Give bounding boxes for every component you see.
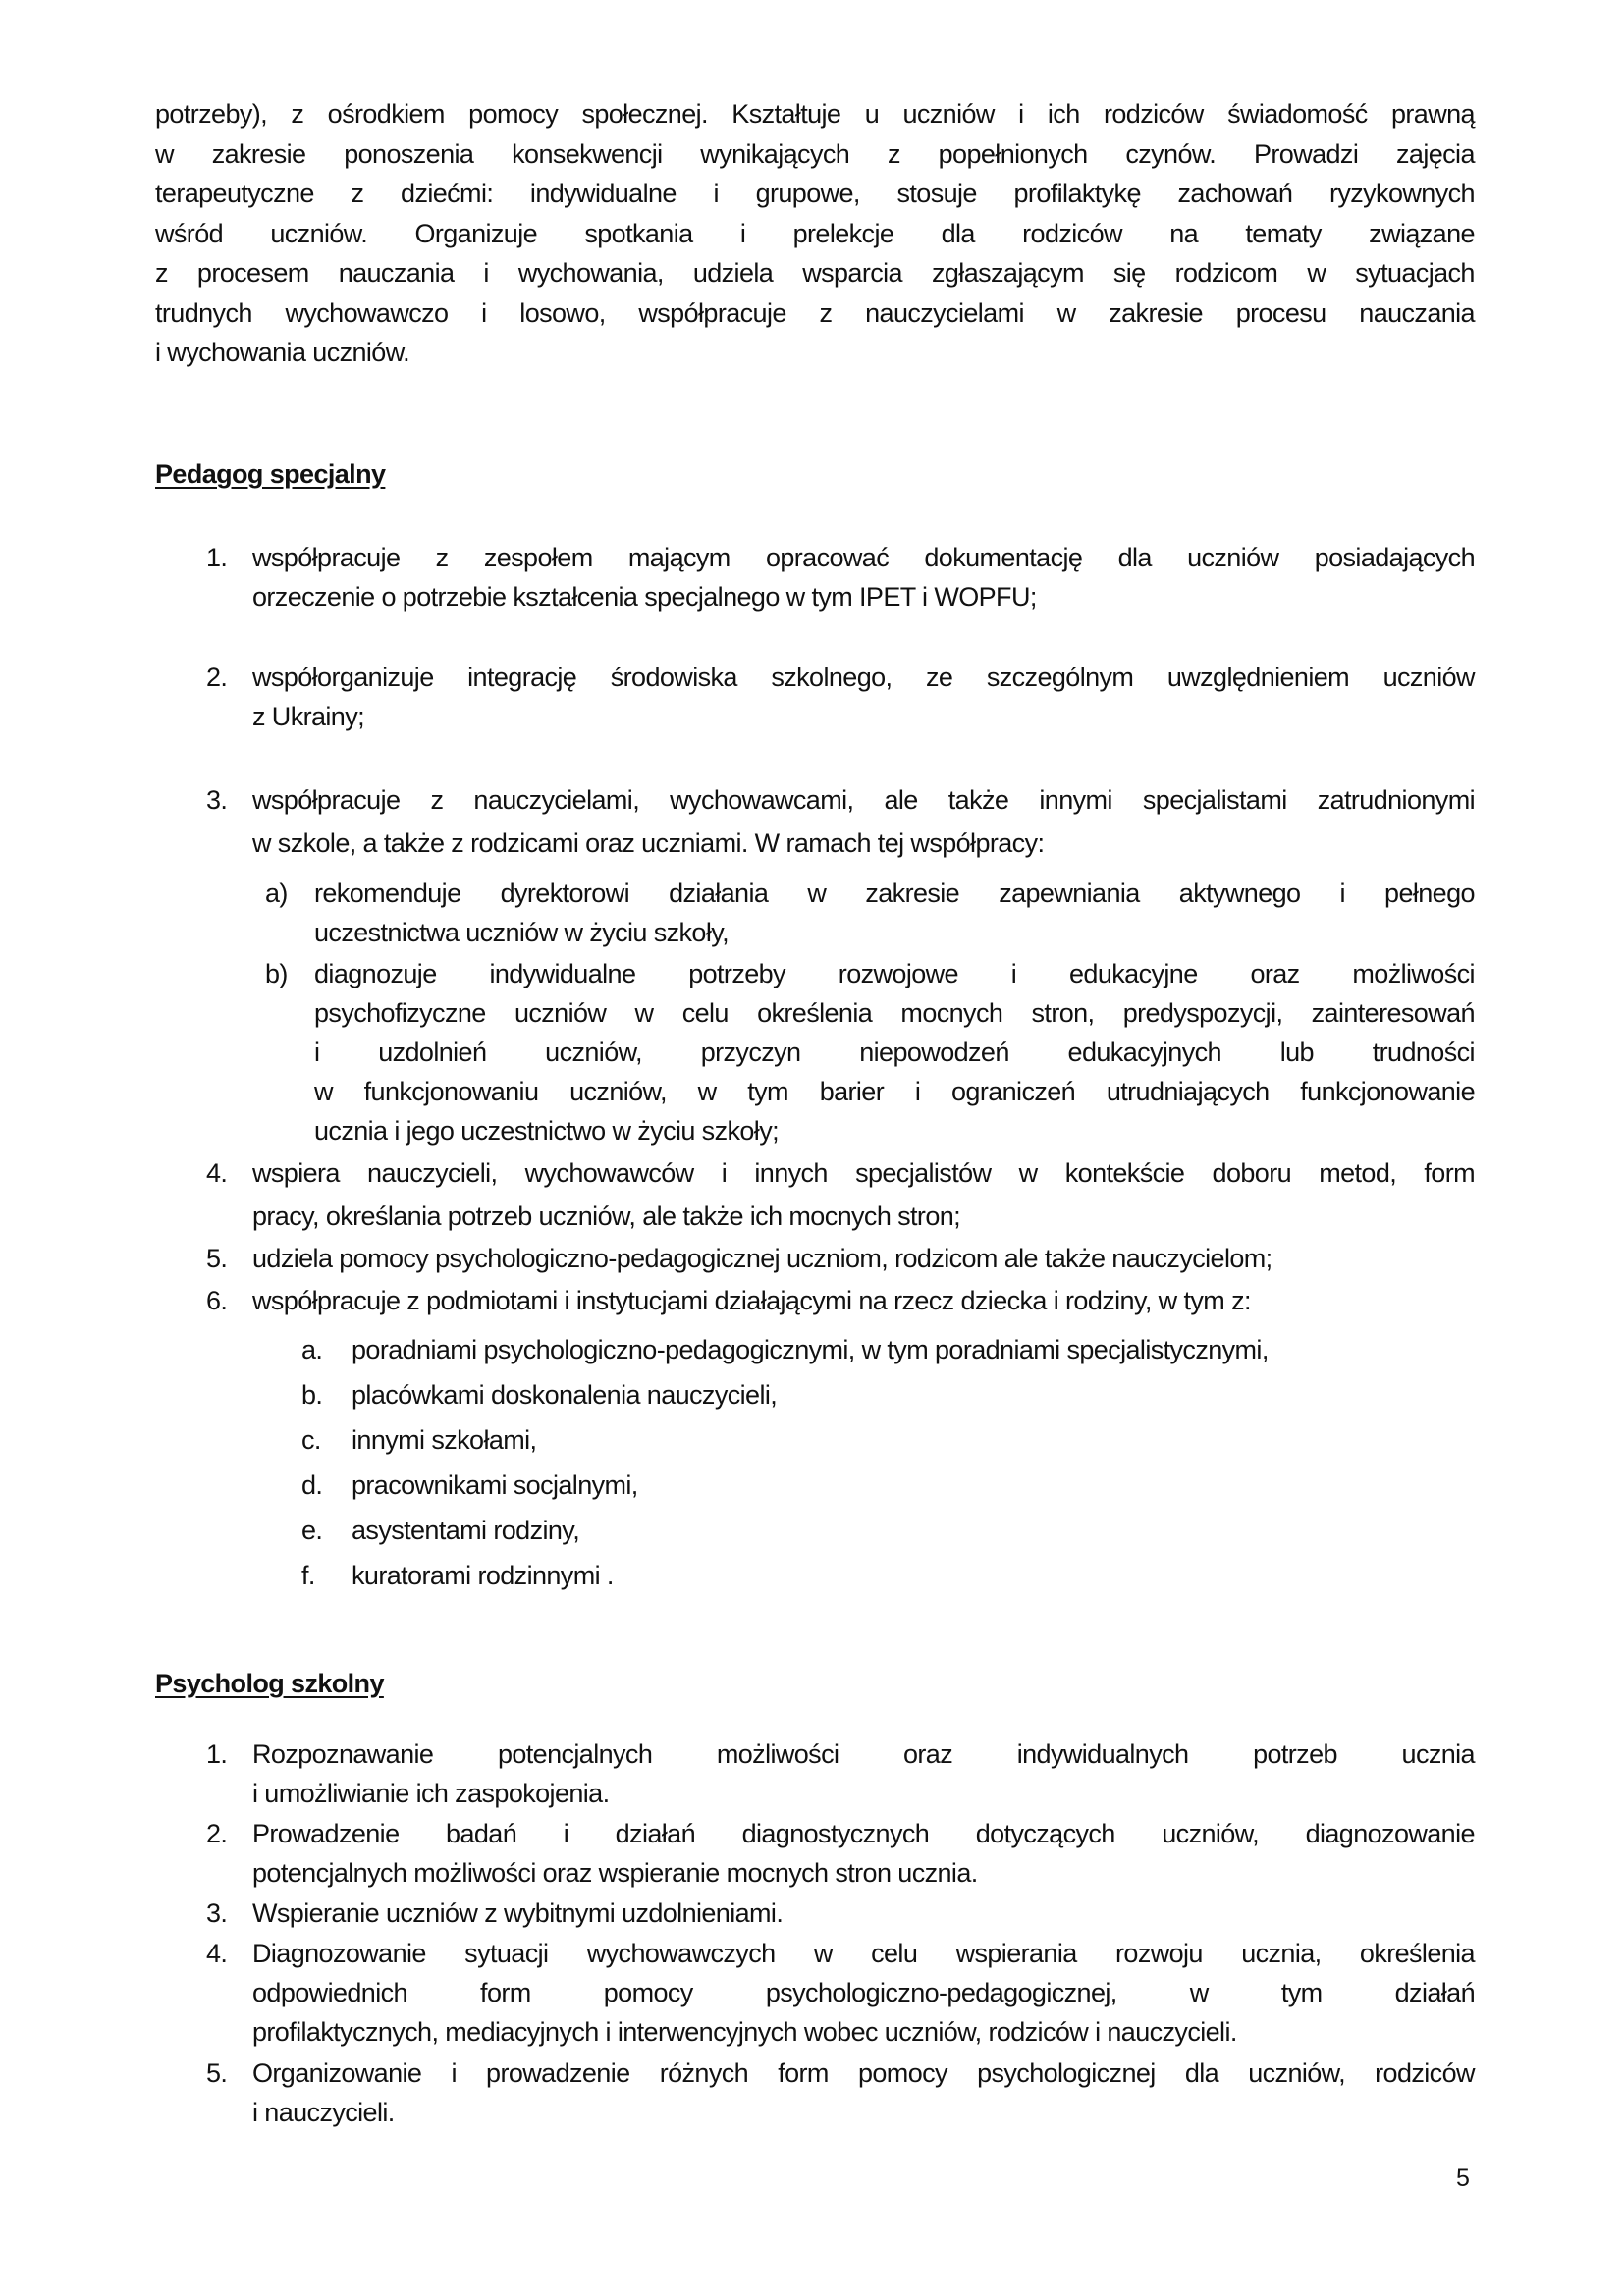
sublist-item: asystentami rodziny, — [352, 1516, 580, 1545]
list-number: 3. — [206, 785, 228, 815]
word: się — [1112, 258, 1146, 288]
word: na — [1169, 218, 1199, 248]
word: pełnego — [1384, 879, 1475, 908]
word: losowo, — [519, 297, 606, 328]
list-item — [252, 1239, 1475, 1278]
word: mocnych — [900, 998, 1003, 1028]
paragraph-line — [155, 294, 1475, 334]
word: posiadających — [1314, 543, 1475, 572]
word: wychowawców — [524, 1158, 694, 1188]
word: ucznia — [1401, 1739, 1475, 1769]
word: szkolnego, — [771, 663, 893, 692]
sublist-label: a. — [301, 1335, 323, 1364]
word: profilaktykę — [1013, 179, 1141, 208]
word: innych — [754, 1158, 828, 1188]
word: zakresie — [211, 138, 306, 169]
word: badań — [446, 1819, 517, 1848]
word: wśród — [155, 218, 224, 248]
word: kontekście — [1064, 1158, 1185, 1188]
word: współorganizuje — [252, 663, 434, 692]
word: wspierania — [955, 1939, 1077, 1968]
word: zakresie — [865, 879, 960, 908]
paragraph-line — [155, 134, 1475, 175]
word: określenia — [1359, 1939, 1475, 1968]
word: predyspozycji, — [1122, 998, 1283, 1028]
word: dyrektorowi — [500, 879, 630, 908]
list-item-line — [252, 538, 1475, 577]
list-item-line — [252, 1153, 1475, 1197]
word: utrudniających — [1106, 1077, 1270, 1106]
word: dziećmi: — [401, 179, 494, 208]
word: pomocy — [603, 1978, 693, 2007]
sublist-item-line — [314, 1033, 1475, 1072]
word: i — [1018, 99, 1024, 129]
list-number: 1. — [206, 1739, 228, 1769]
word: integrację — [467, 663, 577, 692]
word: uczniów, — [569, 1077, 667, 1106]
word: mającym — [627, 543, 731, 572]
word: edukacyjnych — [1067, 1038, 1221, 1067]
word: zatrudnionymi — [1317, 785, 1475, 815]
word: z — [155, 258, 168, 288]
word: środowiska — [610, 663, 737, 692]
word: nauczania — [1359, 297, 1475, 328]
word: konsekwencji — [512, 138, 663, 169]
word: procesu — [1235, 297, 1326, 328]
word: rodzicom — [1174, 258, 1278, 288]
word: działania — [669, 879, 769, 908]
sublist-item: poradniami psychologiczno-pedagogicznymi, w tym poradniami specjalistycznymi, — [352, 1335, 1269, 1364]
word: metod, — [1319, 1158, 1397, 1188]
sublist-item-line — [314, 954, 1475, 993]
word: psychologiczno-pedagogicznej, — [765, 1978, 1117, 2007]
word: terapeutyczne — [155, 179, 314, 208]
list-item-line — [252, 1934, 1475, 1973]
word: i — [1010, 959, 1017, 988]
sublist-label: b) — [265, 959, 288, 988]
word: spotkania — [584, 218, 693, 248]
list-number: 2. — [206, 1819, 228, 1848]
list-item — [252, 658, 1475, 736]
list-item-line: współpracuje z podmiotami i instytucjami działającymi na rzecz dziecka i rodziny, w tym z: — [252, 1286, 1251, 1315]
word: z — [819, 297, 833, 328]
word: w — [155, 138, 174, 169]
list-number: 5. — [206, 2058, 228, 2088]
word: zespołem — [483, 543, 593, 572]
word: opracować — [765, 543, 890, 572]
word: specjalistami — [1142, 785, 1287, 815]
sublist-item — [314, 954, 1475, 1150]
word: nauczycieli, — [367, 1158, 498, 1188]
word: wychowawcami, — [670, 785, 854, 815]
word: potrzeb — [1253, 1739, 1337, 1769]
list-number: 5. — [206, 1244, 228, 1273]
word: w — [1056, 297, 1076, 328]
word: psychofizyczne — [314, 998, 486, 1028]
word: tym — [1280, 1978, 1323, 2007]
paragraph-line — [155, 94, 1475, 134]
list-item-line — [252, 2054, 1475, 2093]
word: nauczycielami, — [473, 785, 640, 815]
sublist-label: a) — [265, 879, 288, 908]
paragraph-line — [155, 174, 1475, 214]
word: pomocy — [468, 99, 559, 129]
word: funkcjonowanie — [1300, 1077, 1475, 1106]
word: zakresie — [1109, 297, 1203, 328]
word: rodziców — [1375, 2058, 1475, 2088]
word: uwzględnieniem — [1166, 663, 1350, 692]
word: szczególnym — [986, 663, 1134, 692]
word: Organizuje — [414, 218, 538, 248]
list-item-line: udziela pomocy psychologiczno-pedagogicznej uczniom, rodzicom ale także nauczycielom; — [252, 1244, 1272, 1273]
word: popełnionych — [938, 138, 1088, 169]
word: przyczyn — [700, 1038, 801, 1067]
sublist-item-line — [314, 1072, 1475, 1111]
list-item-line — [252, 1814, 1475, 1853]
word: z — [430, 785, 444, 815]
word: z — [435, 543, 449, 572]
word: ucznia, — [1241, 1939, 1322, 1968]
list-item — [252, 1814, 1475, 1893]
word: oraz — [903, 1739, 953, 1769]
word: indywidualne — [489, 959, 636, 988]
word: wynikających — [700, 138, 850, 169]
word: z — [887, 138, 900, 169]
word: działań — [615, 1819, 696, 1848]
paragraph-line: i wychowania uczniów. — [155, 338, 410, 367]
word: dla — [1117, 543, 1152, 572]
word: diagnozuje — [314, 959, 437, 988]
word: wychowawczych — [586, 1939, 776, 1968]
word: lub — [1279, 1038, 1314, 1067]
word: Organizowanie — [252, 2058, 422, 2088]
word: rekomenduje — [314, 879, 461, 908]
word: niepowodzeń — [859, 1038, 1009, 1067]
word: w — [813, 1939, 833, 1968]
word: stron, — [1031, 998, 1095, 1028]
list-item — [252, 1281, 1475, 1320]
list-item — [252, 1153, 1475, 1236]
word: Rozpoznawanie — [252, 1739, 434, 1769]
word: trudnych — [155, 297, 252, 328]
word: dla — [941, 218, 975, 248]
word: uczniów, — [1162, 1819, 1260, 1848]
word: zajęcia — [1396, 138, 1475, 169]
word: dotyczących — [975, 1819, 1115, 1848]
sublist-label: b. — [301, 1380, 323, 1410]
word: ich — [1047, 99, 1080, 129]
sublist-label: e. — [301, 1516, 323, 1545]
word: stosuje — [896, 179, 977, 208]
word: barier — [819, 1077, 885, 1106]
list-item-line: orzeczenie o potrzebie kształcenia specjalnego w tym IPET i WOPFU; — [252, 582, 1037, 612]
list-item — [252, 2054, 1475, 2132]
section-heading-special-educator: Pedagog specjalny — [155, 459, 386, 489]
word: ograniczeń — [951, 1077, 1076, 1106]
word: potrzeby), — [155, 99, 268, 129]
word: Kształtuje — [731, 99, 841, 129]
word: wychowania, — [517, 258, 664, 288]
word: społecznej. — [581, 99, 708, 129]
word: tematy — [1245, 218, 1322, 248]
list-item-line: Wspieranie uczniów z wybitnymi uzdolnieniami. — [252, 1898, 784, 1928]
word: współpracuje — [638, 297, 786, 328]
list-item-line: i umożliwianie ich zaspokojenia. — [252, 1779, 610, 1808]
list-item-line: w szkole, a także z rodzicami oraz uczniami. W ramach tej współpracy: — [252, 828, 1045, 858]
intro-paragraph — [155, 94, 1475, 373]
word: określenia — [757, 998, 873, 1028]
word: prowadzenie — [486, 2058, 630, 2088]
word: uczniów — [1382, 663, 1475, 692]
list-item — [252, 1934, 1475, 2052]
word: w — [314, 1077, 333, 1106]
word: z — [291, 99, 304, 129]
word: uczniów — [514, 998, 607, 1028]
word: rozwoju — [1115, 1939, 1203, 1968]
word: także — [947, 785, 1009, 815]
word: Diagnozowanie — [252, 1939, 426, 1968]
word: udziela — [692, 258, 774, 288]
sublist-item — [314, 874, 1475, 952]
word: w — [1307, 258, 1326, 288]
word: współpracuje — [252, 543, 401, 572]
word: pomocy — [857, 2058, 947, 2088]
word: uczniów — [1187, 543, 1279, 572]
list-item-line: potencjalnych możliwości oraz wspieranie mocnych stron ucznia. — [252, 1858, 978, 1888]
word: wsparcia — [802, 258, 902, 288]
word: i — [914, 1077, 921, 1106]
list-number: 4. — [206, 1939, 228, 1968]
word: form — [1424, 1158, 1475, 1188]
list-item — [252, 1735, 1475, 1813]
word: możliwości — [716, 1739, 839, 1769]
sublist-item-line: ucznia i jego uczestnictwo w życiu szkoły; — [314, 1116, 779, 1146]
word: diagnostycznych — [741, 1819, 930, 1848]
list-item-line — [252, 658, 1475, 697]
list-item-line — [252, 1735, 1475, 1774]
word: zapewniania — [999, 879, 1140, 908]
sublist-item: innymi szkołami, — [352, 1425, 537, 1455]
word: i — [739, 218, 746, 248]
word: związane — [1369, 218, 1475, 248]
word: dla — [1184, 2058, 1219, 2088]
word: ośrodkiem — [327, 99, 445, 129]
word: aktywnego — [1178, 879, 1301, 908]
word: i — [713, 179, 719, 208]
list-number: 2. — [206, 663, 228, 692]
list-number: 3. — [206, 1898, 228, 1928]
word: ale — [884, 785, 918, 815]
word: diagnozowanie — [1305, 1819, 1475, 1848]
section-heading-school-psychologist: Psycholog szkolny — [155, 1669, 384, 1698]
word: w — [634, 998, 654, 1028]
list-item-line: pracy, określania potrzeb uczniów, ale także ich mocnych stron; — [252, 1201, 961, 1231]
word: celu — [681, 998, 729, 1028]
word: prelekcje — [792, 218, 894, 248]
list-item-line — [252, 780, 1475, 824]
list-item — [252, 538, 1475, 616]
word: procesem — [196, 258, 309, 288]
word: uczniów, — [1248, 2058, 1345, 2088]
word: edukacyjne — [1069, 959, 1198, 988]
list-number: 1. — [206, 543, 228, 572]
word: uczniów, — [545, 1038, 642, 1067]
word: rozwojowe — [838, 959, 958, 988]
word: dokumentację — [924, 543, 1083, 572]
word: i — [563, 1819, 569, 1848]
word: możliwości — [1352, 959, 1475, 988]
paragraph-line — [155, 253, 1475, 294]
word: form — [778, 2058, 829, 2088]
word: u — [864, 99, 880, 129]
word: indywidualne — [529, 179, 677, 208]
word: uczniów. — [270, 218, 368, 248]
word: i — [481, 297, 487, 328]
word: ponoszenia — [344, 138, 474, 169]
list-item — [252, 780, 1475, 863]
word: Prowadzi — [1253, 138, 1359, 169]
word: działań — [1394, 1978, 1475, 2007]
sublist-item: placówkami doskonalenia nauczycieli, — [352, 1380, 778, 1410]
word: rodziców — [1022, 218, 1122, 248]
word: ze — [925, 663, 953, 692]
word: prawną — [1390, 99, 1475, 129]
word: wspiera — [252, 1158, 340, 1188]
page-number: 5 — [1456, 2164, 1470, 2192]
word: specjalistów — [855, 1158, 992, 1188]
word: celu — [871, 1939, 918, 1968]
word: tym — [747, 1077, 788, 1106]
list-item-line: z Ukrainy; — [252, 702, 365, 731]
word: grupowe, — [755, 179, 860, 208]
list-item-line — [252, 1973, 1475, 2012]
word: w — [1018, 1158, 1038, 1188]
word: Prowadzenie — [252, 1819, 400, 1848]
word: różnych — [659, 2058, 749, 2088]
sublist-item-line: uczestnictwa uczniów w życiu szkoły, — [314, 918, 730, 947]
sublist-label: c. — [301, 1425, 321, 1455]
word: trudności — [1372, 1038, 1475, 1067]
word: sytuacji — [464, 1939, 549, 1968]
word: potencjalnych — [497, 1739, 653, 1769]
word: w — [697, 1077, 717, 1106]
list-number: 4. — [206, 1158, 228, 1188]
word: sytuacjach — [1355, 258, 1475, 288]
word: psychologicznej — [977, 2058, 1156, 2088]
word: uzdolnień — [378, 1038, 487, 1067]
word: indywidualnych — [1016, 1739, 1189, 1769]
word: i — [451, 2058, 457, 2088]
sublist-label: d. — [301, 1470, 323, 1500]
word: zgłaszającym — [931, 258, 1084, 288]
word: i — [314, 1038, 320, 1067]
word: doboru — [1212, 1158, 1292, 1188]
list-item — [252, 1894, 1475, 1933]
sublist-item-line — [314, 993, 1475, 1033]
word: nauczania — [338, 258, 455, 288]
list-item-line: i nauczycieli. — [252, 2098, 395, 2127]
sublist-item: pracownikami socjalnymi, — [352, 1470, 638, 1500]
word: oraz — [1250, 959, 1300, 988]
word: w — [1189, 1978, 1209, 2007]
sublist-item: kuratorami rodzinnymi . — [352, 1561, 614, 1590]
word: wychowawczo — [285, 297, 449, 328]
word: współpracuje — [252, 785, 401, 815]
word: i — [721, 1158, 728, 1188]
list-number: 6. — [206, 1286, 228, 1315]
word: nauczycielami — [865, 297, 1024, 328]
word: odpowiednich — [252, 1978, 407, 2007]
list-item-line: profilaktycznych, mediacyjnych i interwencyjnych wobec uczniów, rodziców i nauczycieli. — [252, 2017, 1237, 2047]
word: funkcjonowaniu — [363, 1077, 539, 1106]
word: i — [483, 258, 489, 288]
word: z — [351, 179, 364, 208]
word: innymi — [1039, 785, 1112, 815]
word: świadomość — [1227, 99, 1368, 129]
sublist-label: f. — [301, 1561, 315, 1590]
word: w — [807, 879, 827, 908]
word: uczniów — [902, 99, 995, 129]
word: ryzykownych — [1328, 179, 1475, 208]
word: form — [480, 1978, 531, 2007]
word: czynów. — [1125, 138, 1217, 169]
word: zainteresowań — [1311, 998, 1475, 1028]
sublist-item-line — [314, 874, 1475, 913]
word: potrzeby — [688, 959, 785, 988]
paragraph-line — [155, 214, 1475, 254]
word: rodziców — [1103, 99, 1204, 129]
word: zachowań — [1177, 179, 1293, 208]
word: i — [1339, 879, 1345, 908]
